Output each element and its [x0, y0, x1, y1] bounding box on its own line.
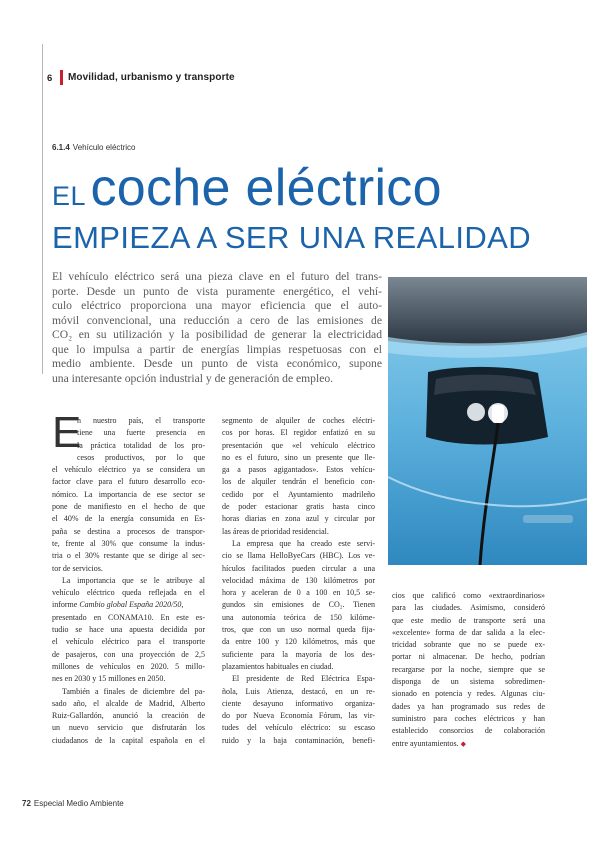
text-line: que este medio de transporte será una [392, 615, 545, 625]
text-line: nómico. La importancia de ese sector se [52, 489, 205, 499]
text-line: las áreas de prioridad residencial. [222, 526, 329, 536]
chapter-number: 6 [47, 73, 53, 84]
lead-line: una interesante opción industrial y de generación de empleo. [52, 371, 334, 385]
text-line: tudio se hace una apuesta decidida por [52, 625, 205, 635]
text-line: tor de servicios. [52, 563, 103, 573]
text-line: n nuestro país, el transporte [77, 416, 205, 425]
text-line: vehículo eléctrico queda reflejada en el [52, 588, 205, 598]
text-line: recargarse por la noche, siempre que se [392, 664, 545, 674]
lead-line: que lo impulsa a partir de energías limpias respetuosas con el [52, 342, 382, 356]
text-line: ga a pasos agigantados». Estos vehícu- [222, 465, 375, 475]
headline-prefix: EL [52, 181, 87, 211]
lead-paragraph [52, 270, 382, 386]
text-line: ñola, Luis Atienza, destacó, en un re- [222, 686, 375, 696]
text-line: portar ni almacenar. De hecho, podrían [392, 652, 545, 662]
text-line: tros, que con un uso normal queda fija- [222, 625, 375, 635]
text-line: cedido por el Ayuntamiento madrileño [222, 489, 375, 499]
text-line: presentación que «el vehículo eléctrico [222, 440, 375, 450]
text-line: millones de vehículos en 2020. 5 millo- [52, 661, 205, 671]
text-line: «excelente» forma de dar salida a la elec- [392, 627, 545, 637]
text-line: el 40% de la energía consumida en Es- [52, 514, 205, 524]
body-column-1 [52, 415, 205, 747]
section-label [52, 143, 136, 152]
text-line: sionado en potencia y redes. Algunas ciu- [392, 689, 545, 699]
text-line: plazamientos habituales en ciudad. [222, 661, 334, 671]
text-line: horas diarias en zona azul y circular por [222, 514, 375, 524]
body-column-2 [222, 415, 375, 747]
text-line: pone de manifiesto en el hecho de que [52, 502, 205, 512]
text-line: suficiente para la mayoría de los des- [222, 649, 375, 659]
text-line: tricidad sobrante que no se puede ex- [392, 640, 545, 650]
text-line: te, frente al 30% que consume la indus- [52, 538, 205, 548]
footer-publication: Especial Medio Ambiente [33, 799, 124, 808]
text-line: La importancia que se le atribuye al [62, 575, 205, 585]
report-title: Cambio global España 2020/50, [79, 600, 184, 610]
lead-line: El vehículo eléctrico será una pieza clave en el futuro del trans- [52, 270, 382, 283]
text-line: de pasajeros, con una proyección de 2,5 [52, 649, 205, 659]
text-line: suministro para coches eléctricos y han [392, 713, 545, 723]
chapter-title: Movilidad, urbanismo y transporte [68, 72, 235, 83]
text-line: de poder estacionar gratis hasta cinco [222, 502, 375, 512]
body-column-3 [392, 590, 545, 750]
text-line: disponga de un sistema sobredimen- [392, 677, 545, 687]
text-line: sado año, el alcalde de Madrid, Alberto [52, 698, 205, 708]
lead-line: CO₂ en su utilización y la posibilidad de generar la electricidad [52, 328, 382, 341]
text-line: el vehículo eléctrico para el transporte [52, 637, 205, 647]
header-rule [42, 44, 43, 374]
text-line: establecido consorcios de colaboración [392, 726, 545, 736]
lead-line: culo eléctrico proporciona una mayor eficiencia que el auto- [52, 299, 382, 312]
text-line: La empresa que ha creado este servi- [232, 538, 375, 548]
text-line: ciente desayuno informativo organiza- [222, 698, 375, 708]
page-footer [22, 799, 124, 808]
text-line: un nuevo servicio que disfrutarán los [52, 723, 205, 733]
section-name: Vehículo eléctrico [72, 143, 136, 152]
text-line: nes en 2030 y 15 millones en 2050. [52, 674, 166, 684]
text-line: Ruiz-Gallardón, anunció la creación de [52, 711, 205, 721]
text-line: cios que calificó como «extraordinarios» [392, 591, 545, 600]
headline-line-2: EMPIEZA A SER UNA REALIDAD [52, 220, 532, 255]
text-line: no es el futuro, sino un presente que lle- [222, 452, 375, 462]
text-line: gundos sin emisiones de CO₂. Tienen [222, 600, 375, 610]
text-line: da entre 100 y 120 kilómetros, más que [222, 637, 375, 647]
text-line: cos por horas. El regidor enfatizó en su [222, 428, 375, 438]
text-line: También a finales de diciembre del pa- [62, 686, 205, 696]
text-line: paña se destina a procesos de transpor- [52, 526, 205, 536]
text-line: los de alquiler tendrán el beneficio con- [222, 477, 375, 487]
text-line [52, 599, 205, 611]
text-line: dades ya han programado sus redes de [392, 701, 545, 711]
text-line: factor clave para el futuro desarrollo eco- [52, 477, 205, 487]
headline-line-1 [52, 159, 442, 217]
electric-car-photo [388, 277, 587, 565]
text-fragment: informe [52, 600, 78, 610]
headline-main: coche eléctrico [90, 159, 442, 217]
text-line: ruido y la baja contaminación, benefi- [222, 735, 375, 745]
lead-line: medio ambiente. Desde un punto de vista económico, supone [52, 357, 382, 370]
text-line: para las ciudades. Asimismo, consideró [392, 603, 545, 613]
text-line: El presidente de Red Eléctrica Espa- [232, 674, 375, 684]
text-line: tiene una fuerte presencia en [77, 428, 205, 438]
text-line: el vehículo eléctrico ya se considera un [52, 465, 205, 475]
end-diamond-icon: ◆ [460, 739, 467, 748]
text-line: la práctica totalidad de los pro- [77, 440, 205, 450]
text-line: presentado en CONAMA10. En este es- [52, 612, 205, 622]
lead-line: porte. Desde un punto de vista puramente energético, el vehí- [52, 284, 382, 298]
text-line [392, 738, 545, 750]
text-line: do por Nueva Economía Fórum, las vir- [222, 711, 375, 721]
text-line: cesos productivos, por lo que [77, 452, 205, 462]
text-line: hículos facilitados pueden circular a una [222, 563, 375, 573]
lead-line: móvil convencional, una reducción a cero de las emisiones de [52, 313, 382, 327]
section-number: 6.1.4 [52, 143, 70, 152]
text-line: tria o el 30% restante que se dirige al sec- [52, 551, 205, 561]
text-fragment: entre ayuntamientos. [392, 738, 459, 748]
footer-page-number: 72 [22, 799, 31, 808]
text-line: tudes del vehículo eléctrico: su escaso [222, 723, 375, 733]
text-line: hora y aceleran de 0 a 100 en 10,5 se- [222, 588, 375, 598]
drop-cap: E [52, 408, 82, 457]
text-line: cio se llama HelloByeCars (HBC). Los ve- [222, 551, 375, 561]
text-line: una autonomía teórica de 150 kilóme- [222, 612, 375, 622]
text-line: velocidad máxima de 130 kilómetros por [222, 575, 375, 585]
text-line: segmento de alquiler de coches eléctri- [222, 416, 375, 425]
text-line: ciudadanos de la capital española en el [52, 735, 205, 745]
header-accent-bar [60, 70, 63, 85]
